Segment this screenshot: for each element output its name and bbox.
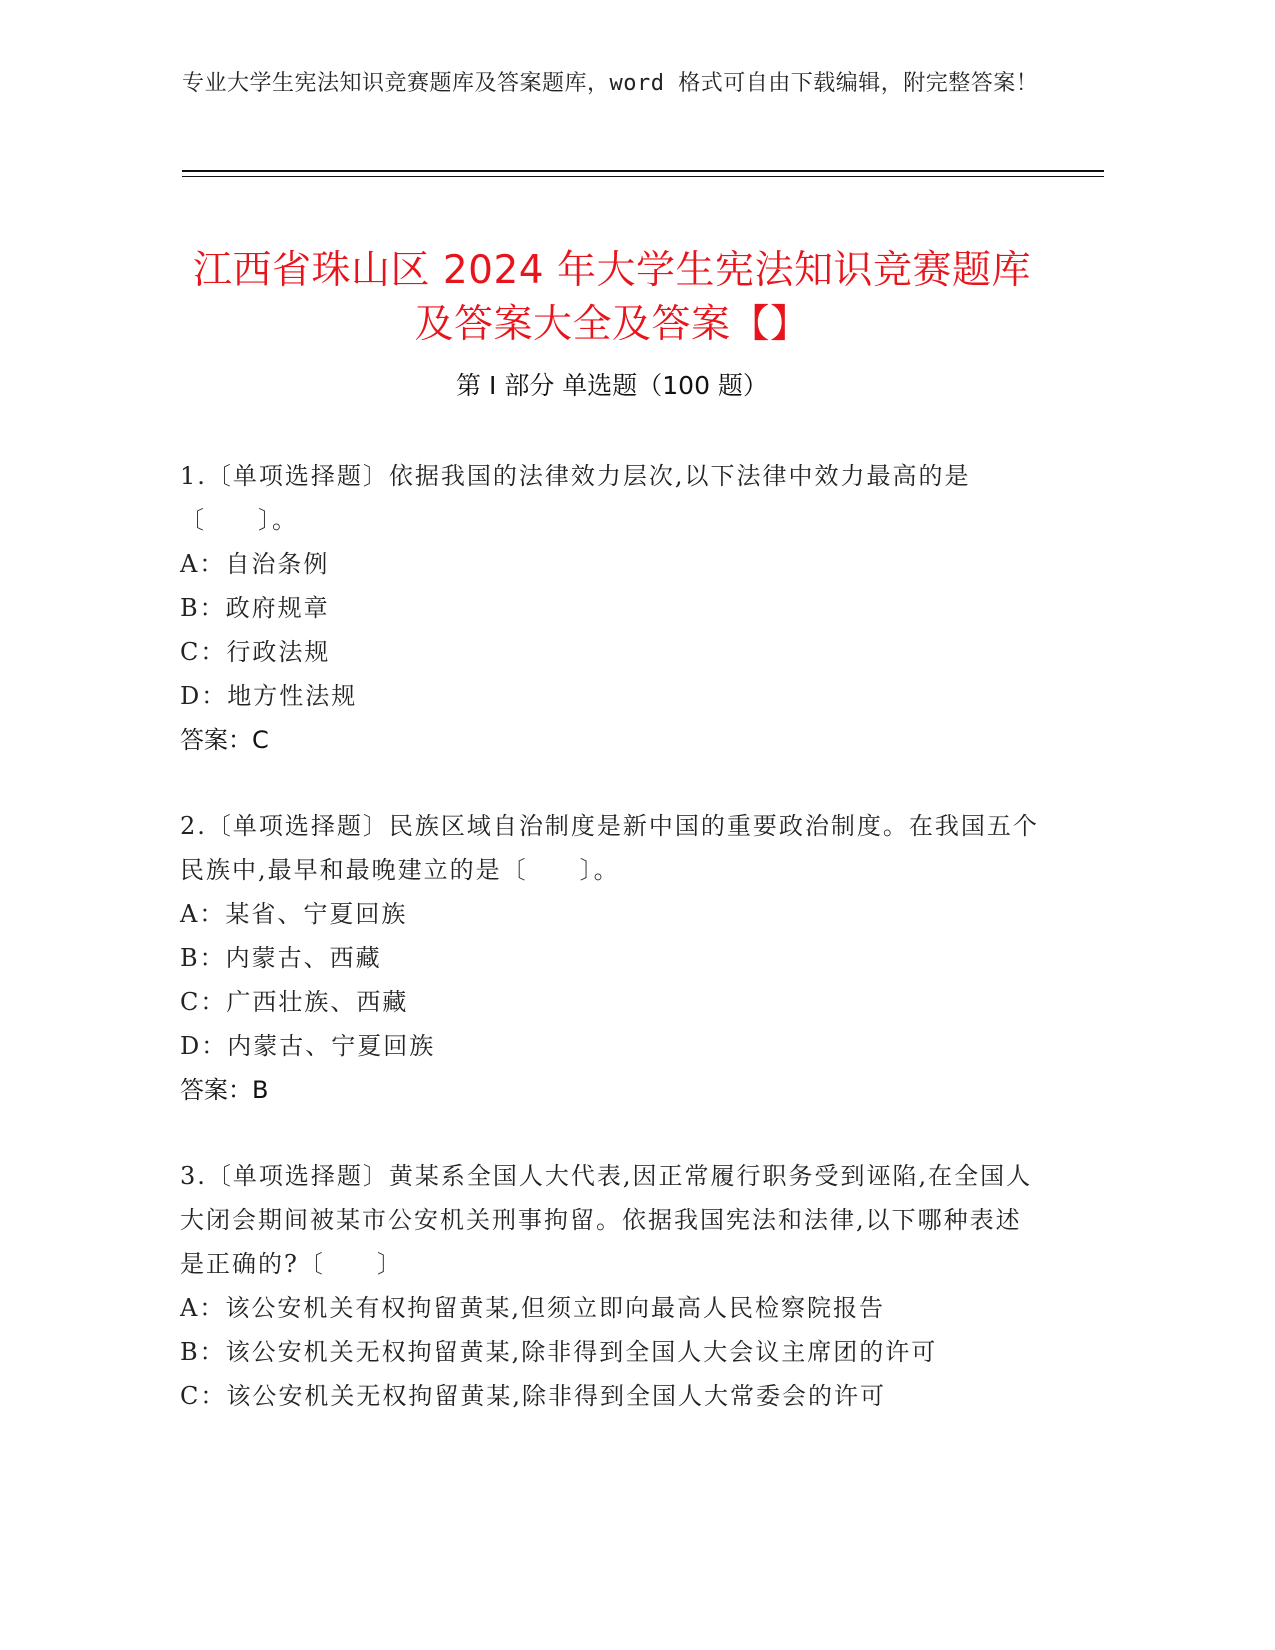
option-b: B：政府规章	[180, 594, 330, 622]
question-text: 1.〔单项选择题〕依据我国的法律效力层次,以下法律中效力最高的是〔 〕。	[180, 462, 971, 534]
document-title: 江西省珠山区 2024 年大学生宪法知识竞赛题库及答案大全及答案【】	[192, 248, 1032, 348]
option-b: B：该公安机关无权拘留黄某,除非得到全国人大会议主席团的许可	[180, 1338, 938, 1366]
header-note: 专业大学生宪法知识竞赛题库及答案题库，word 格式可自由下载编辑，附完整答案！	[182, 71, 1039, 96]
question-1	[180, 454, 1040, 762]
question-3	[180, 1154, 1040, 1418]
header-rule-thick	[182, 170, 1104, 172]
option-d: D：内蒙古、宁夏回族	[180, 1032, 436, 1060]
option-a: A：自治条例	[180, 550, 330, 578]
option-c: C：广西壮族、西藏	[180, 988, 409, 1016]
option-d: D：地方性法规	[180, 682, 358, 710]
option-c: C：该公安机关无权拘留黄某,除非得到全国人大常委会的许可	[180, 1382, 886, 1410]
option-a: A：某省、宁夏回族	[180, 900, 408, 928]
section-title: 第 I 部分 单选题（100 题）	[456, 371, 768, 400]
option-a: A：该公安机关有权拘留黄某,但须立即向最高人民检察院报告	[180, 1294, 885, 1322]
question-text: 3.〔单项选择题〕黄某系全国人大代表,因正常履行职务受到诬陷,在全国人大闭会期间被某市公安机关刑事拘留。依据我国宪法和法律,以下哪种表述是正确的?〔 〕	[180, 1162, 1033, 1278]
answer: 答案：B	[180, 1076, 269, 1104]
question-list	[180, 454, 1040, 1460]
option-c: C：行政法规	[180, 638, 331, 666]
header-rule-thin	[182, 176, 1104, 177]
question-text: 2.〔单项选择题〕民族区域自治制度是新中国的重要政治制度。在我国五个民族中,最早和最晚建立的是〔 〕。	[180, 812, 1039, 884]
answer: 答案：C	[180, 726, 269, 754]
option-b: B：内蒙古、西藏	[180, 944, 382, 972]
question-2	[180, 804, 1040, 1112]
